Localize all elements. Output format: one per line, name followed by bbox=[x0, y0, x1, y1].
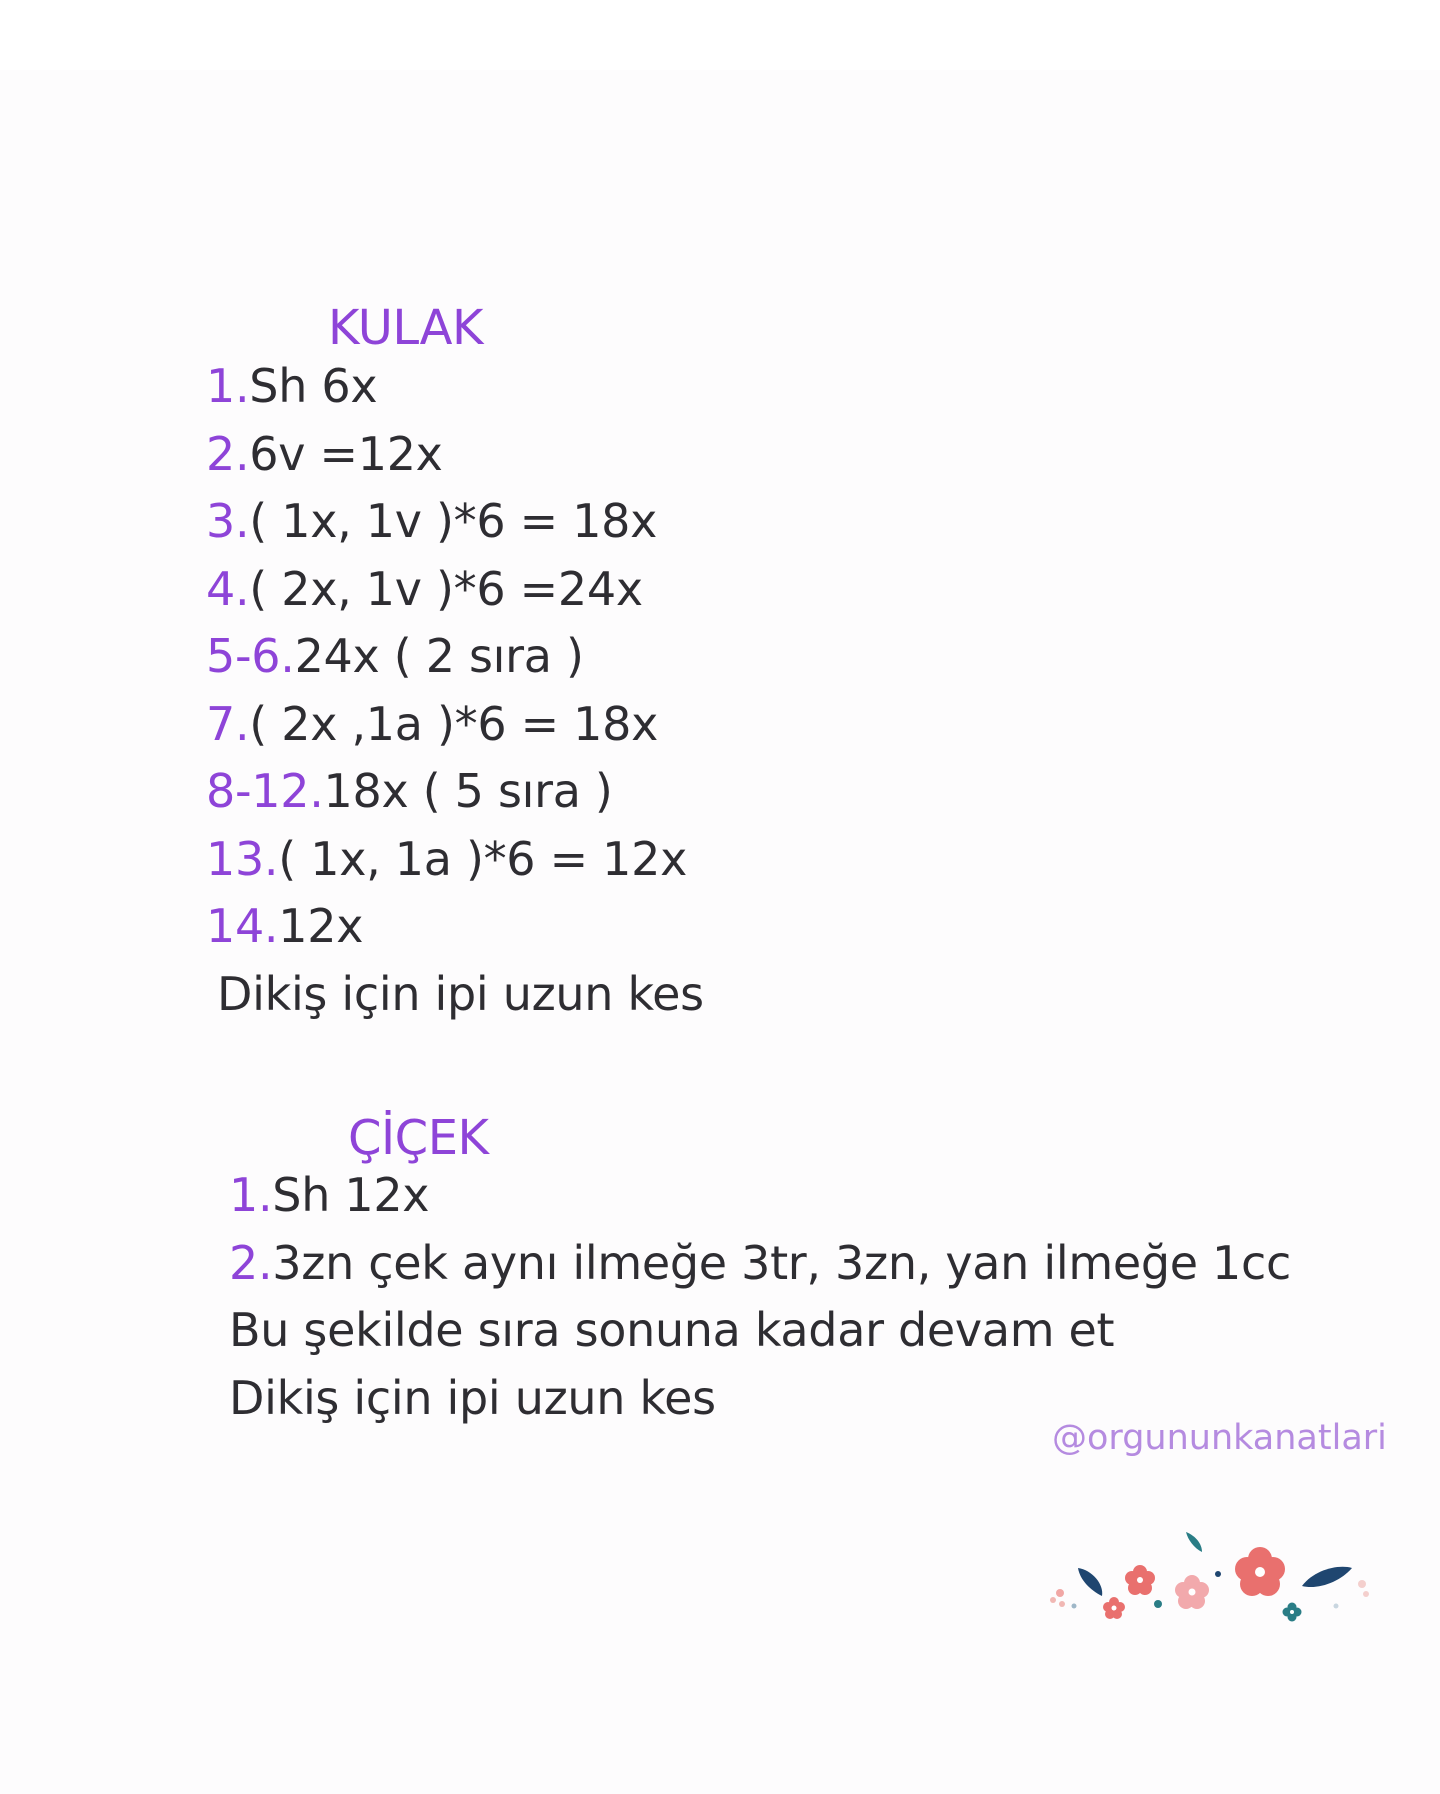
row-number: 5-6. bbox=[206, 629, 295, 683]
row-number: 13. bbox=[206, 831, 279, 886]
row-text: 6v =12x bbox=[249, 426, 443, 481]
cicek-row-2 bbox=[229, 1230, 1291, 1298]
row-number: 2. bbox=[206, 426, 250, 481]
kulak-row-7 bbox=[206, 691, 704, 759]
kulak-row-13 bbox=[206, 826, 704, 894]
kulak-row-14 bbox=[206, 893, 704, 961]
row-text: Sh 6x bbox=[249, 359, 378, 413]
top-band bbox=[0, 0, 1440, 70]
row-text: 24x ( 2 sıra ) bbox=[294, 629, 584, 683]
row-text: ( 1x, 1a )*6 = 12x bbox=[278, 831, 688, 886]
floral-sprig-icon bbox=[1046, 1530, 1372, 1622]
kulak-heading: KULAK bbox=[328, 300, 483, 356]
kulak-row-3 bbox=[206, 488, 704, 556]
row-number: 4. bbox=[206, 561, 250, 616]
cicek-heading: ÇİÇEK bbox=[348, 1110, 489, 1166]
row-text: ( 1x, 1v )*6 = 18x bbox=[249, 494, 658, 548]
cicek-note-1: Bu şekilde sıra sonuna kadar devam et bbox=[229, 1303, 1115, 1357]
row-number: 3. bbox=[206, 494, 250, 548]
row-number: 7. bbox=[206, 696, 250, 751]
row-text: 3zn çek aynı ilmeğe 3tr, 3zn, yan ilmeğe 1cc bbox=[272, 1235, 1291, 1290]
cicek-note-2: Dikiş için ipi uzun kes bbox=[229, 1370, 716, 1425]
row-text: ( 2x, 1v )*6 =24x bbox=[249, 561, 643, 616]
cicek-row-1 bbox=[229, 1162, 1291, 1230]
row-text: 12x bbox=[278, 899, 364, 953]
kulak-row-1 bbox=[206, 353, 704, 421]
row-number: 1. bbox=[229, 1168, 273, 1222]
kulak-row-2 bbox=[206, 421, 704, 489]
kulak-note: Dikiş için ipi uzun kes bbox=[217, 966, 704, 1021]
row-number: 14. bbox=[206, 899, 279, 953]
row-text: Sh 12x bbox=[272, 1168, 430, 1222]
row-text: ( 2x ,1a )*6 = 18x bbox=[249, 696, 659, 751]
row-number: 1. bbox=[206, 359, 250, 413]
kulak-section bbox=[206, 300, 704, 1028]
watermark-handle: @orgununkanatlari bbox=[1052, 1418, 1387, 1458]
kulak-row-8-12 bbox=[206, 758, 704, 826]
row-number: 8-12. bbox=[206, 764, 324, 818]
row-number: 2. bbox=[229, 1235, 273, 1290]
kulak-row-4 bbox=[206, 556, 704, 624]
kulak-row-5-6 bbox=[206, 623, 704, 691]
row-text: 18x ( 5 sıra ) bbox=[323, 764, 613, 818]
cicek-section bbox=[229, 1110, 1291, 1432]
